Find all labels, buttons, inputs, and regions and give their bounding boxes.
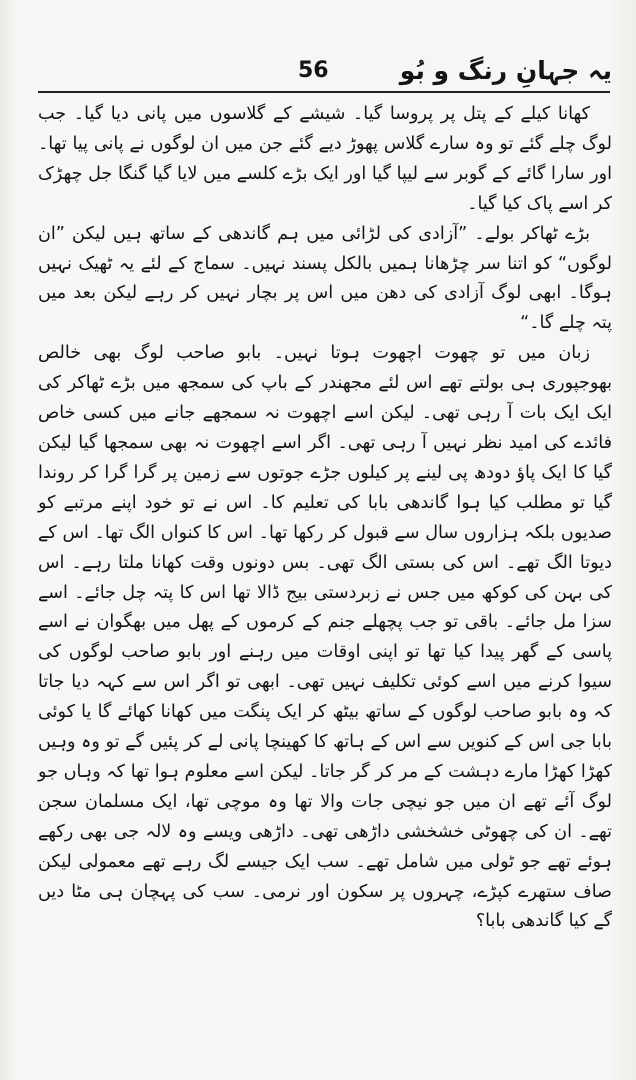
paragraph: کھانا کیلے کے پتل پر پروسا گیا۔ شیشے کے گلاسوں میں پانی دیا گیا۔ جب لوگ چلے گئے تو وہ سارے گلاس پھوڑ دیے گئے جن میں ان لوگوں نے پانی پیا تھا۔ اور سارا گائے کے گوبر سے لیپا گیا اور ایک بڑے کلسے میں لایا گیا گنگا جل چھڑک کر اسے پاک کیا گیا۔ [38,104,612,214]
body-text [38,100,612,937]
paragraph: بڑے ٹھاکر بولے۔ ”آزادی کی لڑائی میں ہم گاندھی کے ساتھ ہیں لیکن ”ان لوگوں“ کو اتنا سر چڑھانا ہمیں بالکل پسند نہیں۔ سماج کے لئے یہ ٹھیک نہیں ہوگا۔ ابھی لوگ آزادی کی دھن میں اس پر بچار نہیں کر رہے لیکن بعد میں پتہ چلے گا۔“ [38,223,612,334]
running-title: یہ جہانِ رنگ و بُو [399,56,612,85]
paragraph: زبان میں تو چھوت اچھوت ہوتا نہیں۔ بابو صاحب لوگ بھی خالص بھوجپوری ہی بولتے تھے اس لئے مجھندر کے باپ کی سمجھ میں بڑے ٹھاکر کی ایک ایک بات آ رہی تھی۔ لیکن اسے اچھوت نہ سمجھے جانے میں کسی خاص فائدے کی امید نظر نہیں آ رہی تھی۔ اگر اسے اچھوت نہ بھی سمجھا گیا لیکن گیا کا ایک پاؤ دودھ پی لینے پر کیلوں جڑے جوتوں سے زمین پر گرا گرا کر روندا گیا تو مطلب کیا ہوا گاندھی بابا کی تعلیم کا۔ اس نے تو خود اپنے مرتبے کو صدیوں بلکہ ہزاروں سال سے قبول کر رکھا تھا۔ اس کا کنواں الگ تھا۔ اس کے دیوتا الگ تھے۔ اس کی بستی الگ تھی۔ بس دونوں وقت کھانا ملتا رہے۔ اس کی بہن کی کوکھ میں جس نے زبردستی بیج ڈالا تھا اس کا پتہ چل جائے۔ اسے سزا مل جائے۔ باقی تو جب پچھلے جنم کے کرموں کے پھل میں بھگوان نے اسے پاسی کے گھر پیدا کیا تھا تو اپنی اوقات میں رہنے اور بابو صاحب لوگوں کی سیوا کرنے میں اسے کوئی تکلیف نہیں تھی۔ ابھی تو اگر اس سے کہہ دیا جاتا کہ وہ بابو صاحب لوگوں کے ساتھ بیٹھ کر ایک پنگت میں کھانا کھائے گا یا کوئی بابا جی اس کے کنویں سے اس کے ہاتھ کا کھینچا پانی لے کر پئیں گے تو وہ وہیں کھڑا کھڑا مارے دہشت کے مر کر گر جاتا۔ لیکن اسے معلوم ہوا تھا کہ وہاں جو لوگ آئے تھے ان میں جو نیچی جات والا تھا وہ موچی تھا، ایک مسلمان سجن تھے۔ ان کی چھوٹی خشخشی داڑھی تھی۔ داڑھی ویسے وہ لالہ جی بھی رکھے ہوئے تھے جو ٹولی میں شامل تھے۔ سب ایک جیسے لگ رہے تھے معمولی لیکن صاف ستھرے کپڑے، چہروں پر سکون اور نرمی۔ سب کی پہچان ہی مٹا دیں گے کیا گاندھی بابا؟ [38,343,612,932]
header-rule [38,91,610,93]
page-number: 56 [298,58,329,83]
page-header [28,52,612,92]
